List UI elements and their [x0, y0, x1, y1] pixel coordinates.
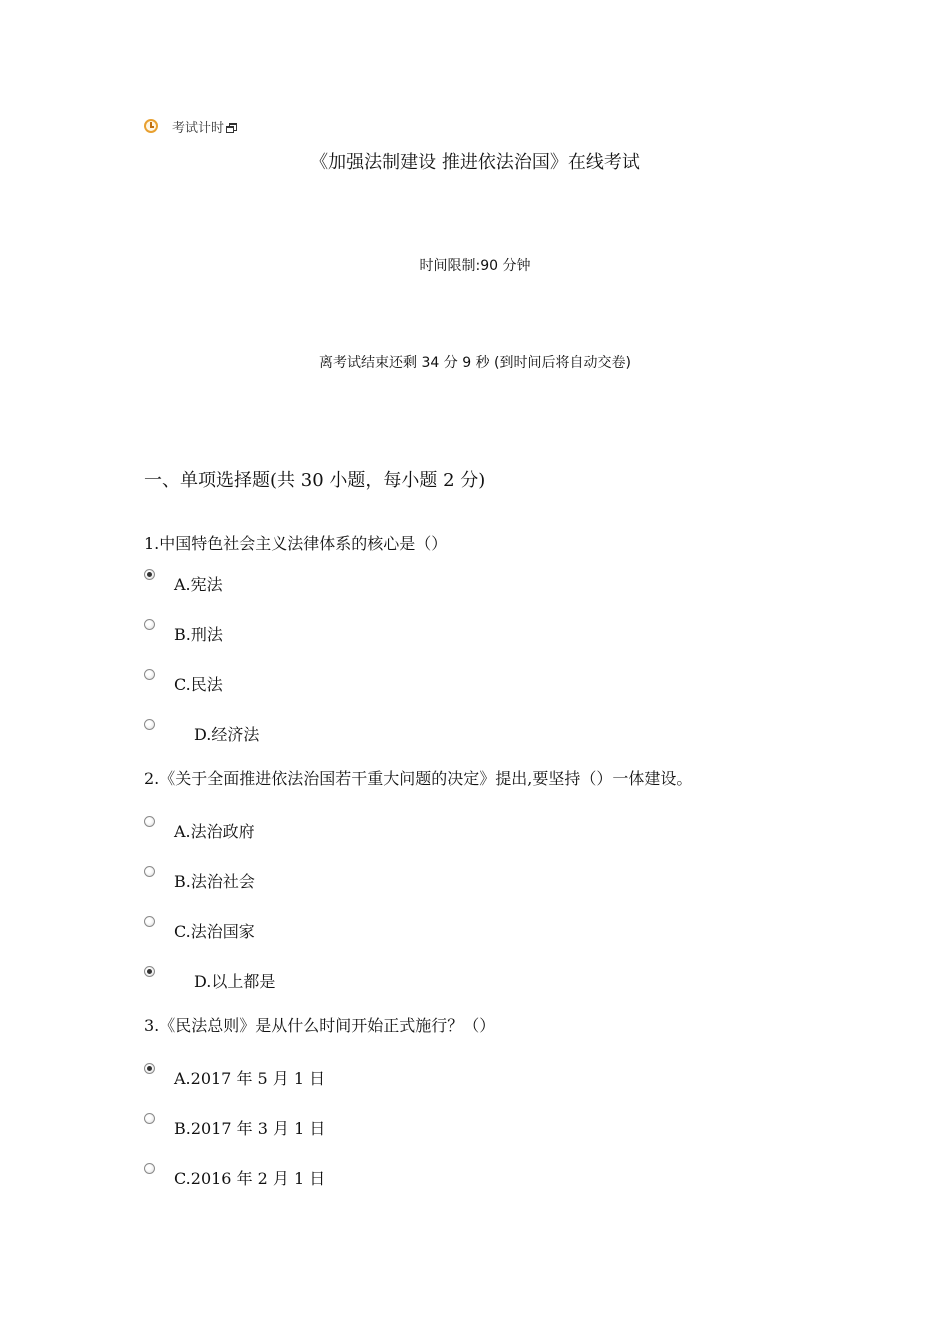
exam-timer — [144, 116, 236, 136]
question-2-option-d[interactable] — [144, 964, 276, 991]
option-label: C.民法 — [174, 675, 223, 694]
countdown-text: 离考试结束还剩 34 分 9 秒 (到时间后将自动交卷) — [319, 355, 631, 371]
option-label: A.法治政府 — [174, 822, 255, 841]
option-label: A.2017 年 5 月 1 日 — [174, 1069, 326, 1088]
question-3-text: 3.《民法总则》是从什么时间开始正式施行？（） — [144, 1016, 496, 1035]
radio-button[interactable] — [144, 1113, 155, 1124]
question-1-text: 1.中国特色社会主义法律体系的核心是（） — [144, 534, 448, 553]
option-label: C.2016 年 2 月 1 日 — [174, 1169, 326, 1188]
question-1-option-d[interactable] — [144, 717, 260, 744]
radio-button[interactable] — [144, 1063, 155, 1074]
restore-window-icon[interactable] — [226, 123, 236, 132]
radio-button[interactable] — [144, 866, 155, 877]
radio-button[interactable] — [144, 669, 155, 680]
option-label: C.法治国家 — [174, 922, 255, 941]
question-1-option-a[interactable] — [144, 567, 223, 594]
option-label: D.以上都是 — [194, 972, 276, 991]
radio-button[interactable] — [144, 966, 155, 977]
option-label: B.刑法 — [174, 625, 223, 644]
option-label: D.经济法 — [194, 725, 260, 744]
radio-button[interactable] — [144, 1163, 155, 1174]
question-2-option-a[interactable] — [144, 814, 255, 841]
question-1-option-b[interactable] — [144, 617, 223, 644]
option-label: B.2017 年 3 月 1 日 — [174, 1119, 326, 1138]
question-3-option-b[interactable] — [144, 1111, 326, 1138]
exam-title: 《加强法制建设 推进依法治国》在线考试 — [310, 152, 640, 173]
radio-button[interactable] — [144, 916, 155, 927]
question-2-option-c[interactable] — [144, 914, 255, 941]
question-2-option-b[interactable] — [144, 864, 255, 891]
question-3-option-c[interactable] — [144, 1161, 326, 1188]
question-3-option-a[interactable] — [144, 1061, 326, 1088]
radio-button[interactable] — [144, 569, 155, 580]
option-label: B.法治社会 — [174, 872, 255, 891]
timer-label: 考试计时 — [172, 120, 225, 136]
question-2-text: 2.《关于全面推进依法治国若干重大问题的决定》提出,要坚持（）一体建设。 — [144, 769, 693, 788]
radio-button[interactable] — [144, 619, 155, 630]
radio-button[interactable] — [144, 719, 155, 730]
clock-icon — [144, 119, 158, 133]
time-limit: 时间限制:90 分钟 — [419, 258, 531, 274]
radio-button[interactable] — [144, 816, 155, 827]
option-label: A.宪法 — [174, 575, 223, 594]
question-1-option-c[interactable] — [144, 667, 223, 694]
section-title: 一、单项选择题(共 30 小题，每小题 2 分) — [144, 470, 486, 491]
